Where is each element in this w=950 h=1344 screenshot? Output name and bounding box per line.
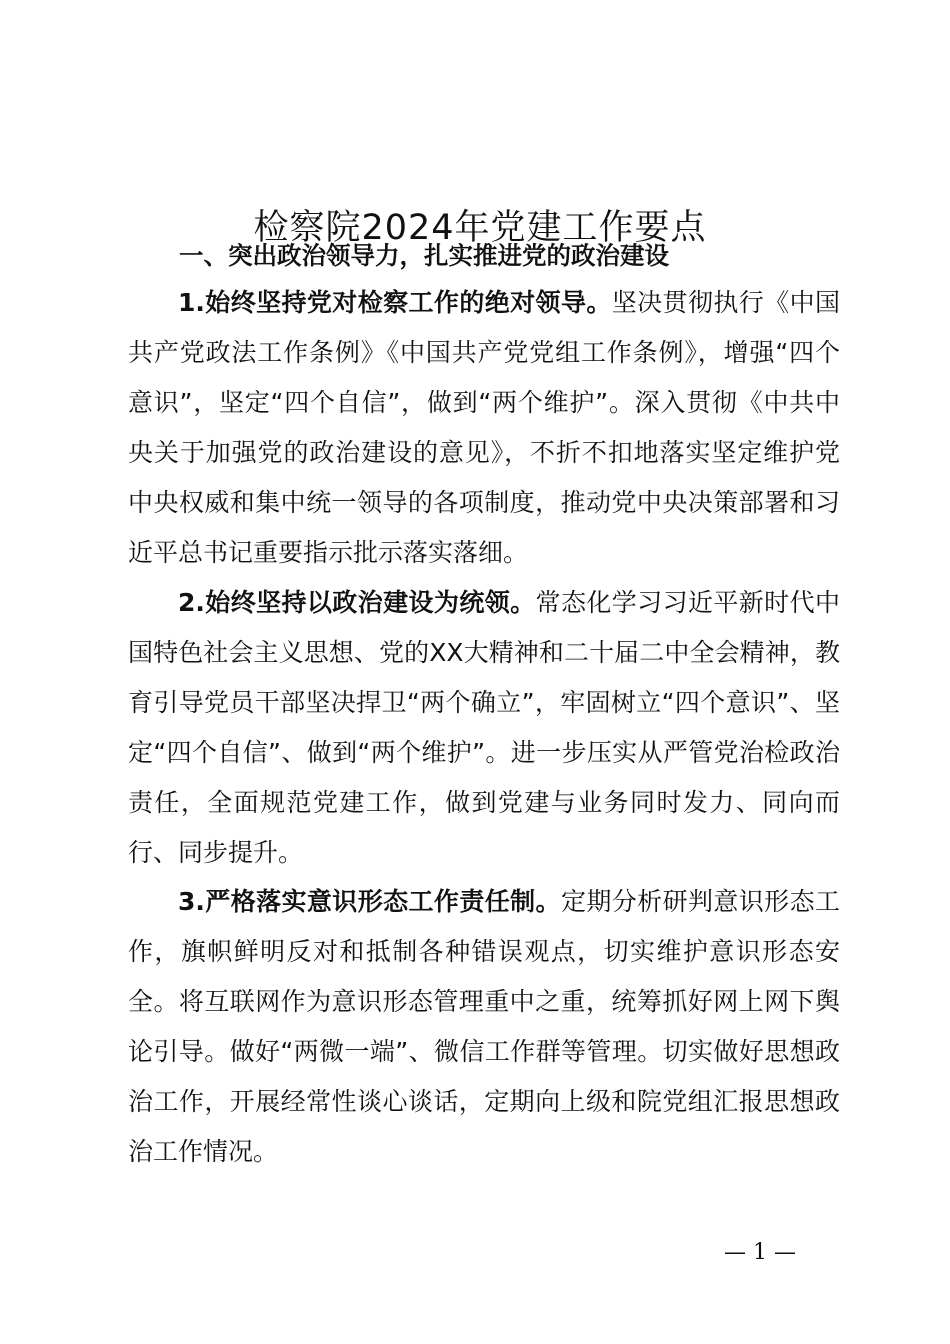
paragraph xyxy=(128,278,840,578)
paragraph-lead: 3.严格落实意识形态工作责任制。 xyxy=(178,887,561,916)
paragraph xyxy=(128,578,840,878)
paragraph xyxy=(128,877,840,1177)
document-title: 检察院2024年党建工作要点 xyxy=(253,208,707,249)
paragraph-body: 常态化学习习近平新时代中国特色社会主义思想、党的XX大精神和二十届二中全会精神，教育引导党员干部坚决捍卫“两个确立”，牢固树立“四个意识”、坚定“四个自信”、做到“两个维护”。进一步压实从严管党治检政治责任，全面规范党建工作，做到党建与业务同时发力、同向而行、同步提升。 xyxy=(128,588,840,867)
paragraph-lead: 1.始终坚持党对检察工作的绝对领导。 xyxy=(178,288,612,317)
paragraph-body: 定期分析研判意识形态工作，旗帜鲜明反对和抵制各种错误观点，切实维护意识形态安全。将互联网作为意识形态管理重中之重，统筹抓好网上网下舆论引导。做好“两微一端”、微信工作群等管理。切实做好思想政治工作，开展经常性谈心谈话，定期向上级和院党组汇报思想政治工作情况。 xyxy=(128,887,840,1166)
paragraph-body: 坚决贯彻执行《中国共产党政法工作条例》《中国共产党党组工作条例》，增强“四个意识”，坚定“四个自信”，做到“两个维护”。深入贯彻《中共中央关于加强党的政治建设的意见》，不折不扣地落实坚定维护党中央权威和集中统一领导的各项制度，推动党中央决策部署和习近平总书记重要指示批示落实落细。 xyxy=(128,288,840,567)
section-heading: 一、突出政治领导力，扎实推进党的政治建设 xyxy=(179,241,669,270)
page-number: — 1 — xyxy=(724,1240,796,1265)
paragraph-lead: 2.始终坚持以政治建设为统领。 xyxy=(178,588,536,617)
